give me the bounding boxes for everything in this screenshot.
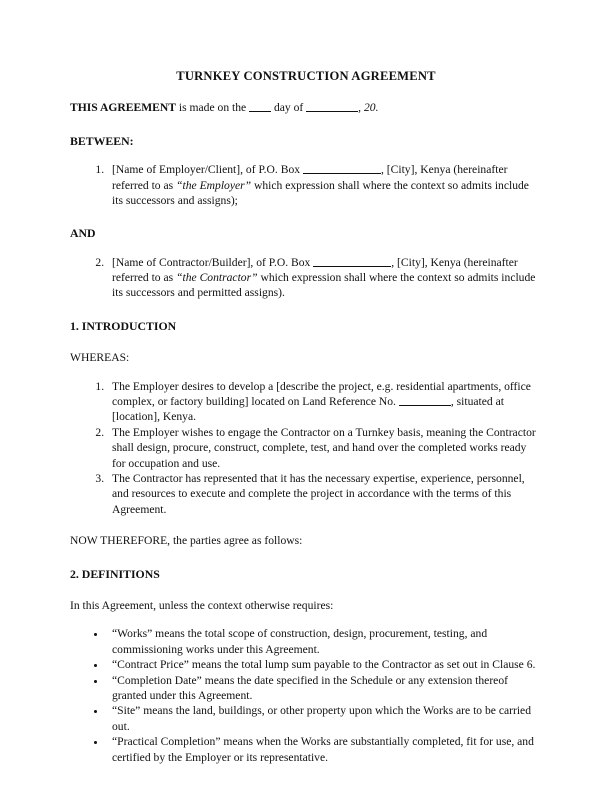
employer-text-1: [Name of Employer/Client], of P.O. Box: [112, 163, 303, 177]
preamble-text-c: ,: [358, 101, 364, 115]
list-item: • “Works” means the total scope of construction, design, procurement, testing, and commissioning works under this Agreement.: [107, 626, 542, 657]
list-item: • “Contract Price” means the total lump sum payable to the Contractor as set out in Clause 6.: [107, 657, 542, 672]
recitals-list: [70, 379, 542, 518]
list-item: [107, 255, 542, 301]
employer-text-2: , [City], Kenya (hereinafter referred to as: [112, 163, 508, 192]
document-body: [70, 68, 542, 765]
section-heading-definitions: 2. DEFINITIONS: [70, 566, 160, 581]
list-item: • “Practical Completion” means when the Works are substantially completed, fit for use, and certified by the Employer or its representative.: [107, 734, 542, 765]
contractor-pobox-blank: [313, 266, 391, 267]
whereas-label: WHEREAS:: [70, 351, 130, 365]
list-item: 2. The Employer wishes to engage the Contractor on a Turnkey basis, meaning the Contractor shall design, procure, construct, complete, test, and hand over the completed works ready for occupation and use.: [107, 425, 542, 471]
preamble-text-a: is made on the: [175, 101, 250, 115]
preamble-year: 20.: [363, 101, 379, 115]
contractor-text-3: which expression shall where the context so admits include its successors and permitted assigns).: [112, 271, 536, 300]
day-blank: [249, 111, 271, 112]
list-item: [107, 162, 542, 208]
and-label: AND: [70, 226, 96, 241]
preamble-lead: THIS AGREEMENT: [70, 101, 176, 115]
list-item: • “Completion Date” means the date specified in the Schedule or any extension thereof granted under this Agreement.: [107, 673, 542, 704]
definitions-list: [70, 626, 542, 765]
now-therefore-paragraph: NOW THEREFORE, the parties agree as follows:: [70, 534, 303, 548]
preamble-paragraph: [70, 100, 542, 115]
land-reference-blank: [399, 405, 451, 406]
page-title: TURNKEY CONSTRUCTION AGREEMENT: [176, 69, 436, 83]
contractor-defined-term: “the Contractor”: [176, 271, 258, 285]
month-blank: [306, 111, 358, 112]
list-item: • “Site” means the land, buildings, or other property upon which the Works are to be carried out.: [107, 703, 542, 734]
party-list-contractor: [70, 255, 542, 301]
employer-text-3: which expression shall where the context so admits include its successors and assigns);: [112, 178, 529, 207]
employer-defined-term: “the Employer”: [176, 178, 252, 192]
recital-1-text-2: , situated at [location], Kenya.: [112, 395, 504, 424]
preamble-text-b: day of: [271, 101, 307, 115]
party-list-employer: [70, 162, 542, 208]
section-heading-introduction: 1. INTRODUCTION: [70, 318, 177, 333]
contractor-text-1: [Name of Contractor/Builder], of P.O. Box: [112, 255, 314, 269]
employer-pobox-blank: [303, 173, 381, 174]
recital-1-text-1: The Employer desires to develop a [describe the project, e.g. residential apartments, office complex, or factory building] located on Land Reference No.: [112, 379, 531, 408]
definitions-intro: In this Agreement, unless the context otherwise requires:: [70, 598, 334, 612]
contractor-text-2: , [City], Kenya (hereinafter referred to as: [112, 255, 518, 285]
list-item: [107, 379, 542, 425]
list-item: 3. The Contractor has represented that it has the necessary expertise, experience, personnel, and resources to execute and complete the project in accordance with the terms of this Agreement.: [107, 471, 542, 517]
between-label: BETWEEN:: [70, 133, 134, 148]
